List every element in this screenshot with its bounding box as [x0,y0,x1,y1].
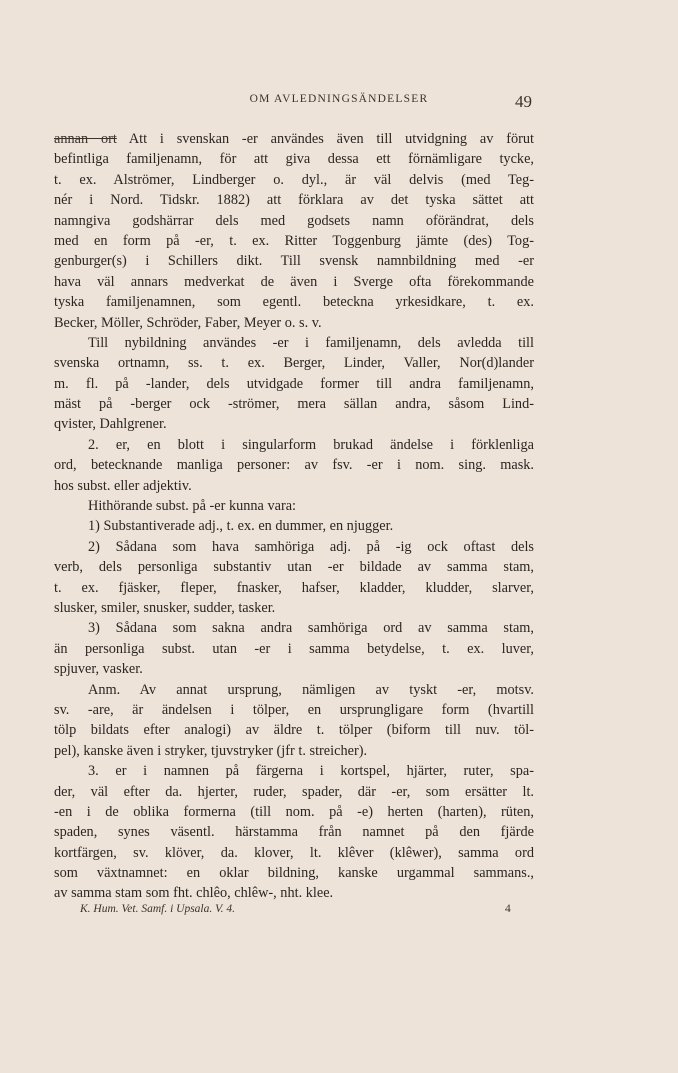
struck-text: annan ort [54,131,117,147]
text-line: slusker, smiler, snusker, sudder, tasker. [54,599,276,616]
text-line: m. fl. på -lander, dels utvidgade former till andra familjenamn, [54,375,534,392]
text-line: tölp bildats efter analogi) av äldre t. tölper (biform till nuv. töl- [54,722,534,739]
text-line: sv. -are, är ändelsen i tölper, en ursprungligare form (hvartill [54,701,534,718]
text-line: Till nybildning användes -er i familjenamn, dels avledda till [88,334,534,351]
text-line: 3) Sådana som sakna andra samhöriga ord av samma stam, [88,620,534,637]
footer-series: K. Hum. Vet. Samf. i Upsala. V. 4. [80,903,236,915]
text-line: med en form på -er, t. ex. Ritter Toggenburg jämte (des) Tog- [54,232,534,249]
text-line: der, väl efter da. hjerter, ruder, spader, där -er, som ersätter lt. [54,783,534,800]
text-line: tyska familjenamnen, som egentl. beteckna yrkesidkare, t. ex. [54,294,534,311]
text-line: 3. er i namnen på färgerna i kortspel, hjärter, ruter, spa- [88,763,534,780]
text-line: annan ort Att i svenskan -er användes även till utvidgning av förut [54,131,534,147]
text-line: t. ex. fjäsker, fleper, fnasker, hafser, kladder, kludder, slarver, [54,579,534,596]
text-line: 2. er, en blott i singularform brukad ändelse i förklenliga [88,436,534,453]
text-line: hava väl annars medverkat de även i Sverge ofta förekommande [54,273,534,290]
text-line: mäst på -berger ock -strömer, mera sällan andra, såsom Lind- [54,396,534,413]
text-line: hos subst. eller adjektiv. [54,477,192,494]
text-line: kortfärgen, sv. klöver, da. klover, lt. klêver (klêwer), samma ord [54,844,534,861]
text-line: -en i de oblika formerna (till nom. på -e) herten (harten), rüten, [54,803,534,820]
text-line: ord, betecknande manliga personer: av fsv. -er i nom. sing. mask. [54,457,534,474]
text-line: 2) Sådana som hava samhöriga adj. på -ig ock oftast dels [88,538,534,555]
text-line: av samma stam som fht. chlêo, chlêw-, nht. klee. [54,885,334,902]
text-line: qvister, Dahlgrener. [54,416,167,433]
text-line: svenska ortnamn, ss. t. ex. Berger, Linder, Valler, Nor(d)lander [54,355,534,372]
text-line: spaden, synes väsentl. härstamma från namnet på den fjärde [54,824,534,841]
text-line: 1) Substantiverade adj., t. ex. en dummer, en njugger. [88,518,394,535]
text-line: Becker, Möller, Schröder, Faber, Meyer o. s. v. [54,314,322,331]
text-line: nér i Nord. Tidskr. 1882) att förklara av det tyska sättet att [54,192,534,209]
text-line: Hithörande subst. på -er kunna vara: [88,498,297,515]
text-line: genburger(s) i Schillers dikt. Till svensk namnbildning med -er [54,253,534,270]
text-line: som växtnamnet: en oklar bildning, kanske urgammal sammans., [54,865,534,882]
text-line: än personliga subst. utan -er i samma betydelse, t. ex. luver, [54,640,534,657]
text-line: Anm. Av annat ursprung, nämligen av tyskt -er, motsv. [88,681,534,698]
text-line: spjuver, vasker. [54,661,143,678]
text-line: verb, dels personliga substantiv utan -er bildade av samma stam, [54,559,534,576]
body-text [54,129,534,904]
text-line: namngiva godshärrar dels med godsets namn oförändrat, dels [54,212,534,229]
signature-mark: 4 [505,903,511,915]
running-header: OM AVLEDNINGSÄNDELSER [249,93,429,105]
text-line: t. ex. Alströmer, Lindberger o. dyl., är väl delvis (med Teg- [54,171,534,188]
text-line: pel), kanske även i stryker, tjuvstryker (jfr t. streicher). [54,742,368,759]
text-line: befintliga familjenamn, för att giva dessa ett förnämligare tycke, [54,151,534,168]
page-number: 49 [515,92,532,111]
